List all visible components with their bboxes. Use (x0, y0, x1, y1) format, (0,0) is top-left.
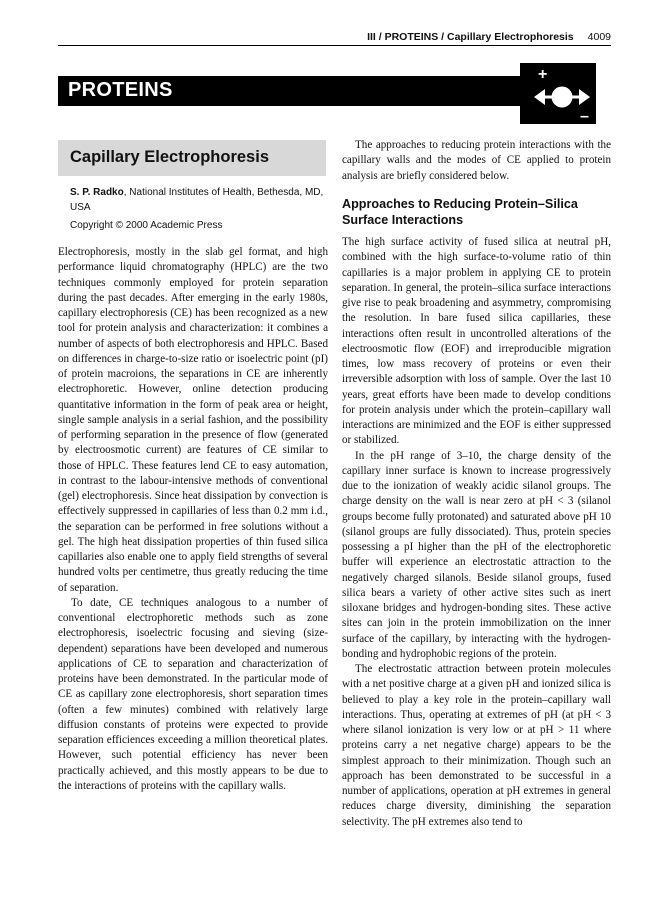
logo-minus: – (580, 108, 589, 124)
banner-title: PROTEINS (68, 79, 173, 101)
copyright: Copyright © 2000 Academic Press (70, 220, 223, 231)
author-affiliation: , National Institutes of Health, Bethesda, MD, USA (70, 187, 324, 213)
right-column (342, 235, 611, 830)
article-title: Capillary Electrophoresis (70, 148, 269, 166)
electrophoresis-logo-icon (520, 63, 596, 124)
author-name: S. P. Radko (70, 187, 124, 198)
running-head (58, 31, 611, 43)
paragraph: The electrostatic attraction between protein molecules with a net positive charge at a given pH and ionized silica is believed to play a key role in the protein–capillary wall interactions. Thus, operating at extremes of pH (at pH < 3 where silanol ionization is very low or at pH > 11 where proteins carry a net negative charge) appears to be the simplest approach to their minimization. Though such an approach has been demonstrated to be successful in a number of applications, operation at pH extremes in general reduces charge diversity, diminishing the separation selectivity. The pH extremes also tend to (342, 663, 611, 828)
paragraph: Electrophoresis, mostly in the slab gel format, and high performance liquid chromatography (HPLC) are the two techniques commonly employed for protein separation during the past decades. After emerging in the early 1980s, capillary electrophoresis (CE) has been recognized as a new tool for protein analysis and characterization: it combines a number of aspects of both electrophoresis and HPLC. Based on differences in charge-to-size ratio or isoelectric point (pI) of protein macroions, the separations in CE are inherently electrophoretic. However, online detection producing quantitative information in the form of peak area or height, single sample analysis in a serial fashion, and the possibility of performing separation in the presence of flow (generated by electroosmotic current) are features of CE similar to those of HPLC. These features lend CE to easy automation, in contrast to the labour-intensive methods of conventional (gel) electrophoresis. Since heat dissipation by convection is effectively suppressed in capillaries of less than 0.2 mm i.d., the separation can be performed in free solutions without a gel. The high heat dissipation properties of thin fused silica capillaries also enable one to apply field strengths of several hundred volts per centimetre, thus greatly reducing the time of separation. (58, 246, 328, 594)
logo-plus: + (538, 66, 548, 83)
paragraph: To date, CE techniques analogous to a number of conventional electrophoretic methods such as zone electrophoresis, isoelectric focusing and sieving (size-dependent) separations have been developed and numerous applications of CE to separation and characterization of proteins have been demonstrated. In the particular mode of CE as capillary zone electrophoresis, short separation times (often a few minutes) combined with relatively large diffusion constants of proteins were expected to provide separation efficiences exceeding a million theoretical plates. However, such potential efficiency has never been practically achieved, and this mostly appears to be due to the interactions of proteins with the capillary walls. (58, 596, 328, 792)
page-number: 4009 (587, 31, 611, 43)
paragraph: The high surface activity of fused silica at neutral pH, combined with the high surface-to-volume ratio of thin capillaries is a major problem in applying CE to protein separation. In general, the protein–silica surface interactions give rise to peak broadening and asymmetry, compromising the resolution. In bare fused silica capillaries, these interactions often result in uncontrolled alterations of the electroosmotic flow (EOF) and irreproducible migration times, low mass recovery of proteins or even their irreversible adsorption with loss of sample. Over the last 10 years, great efforts have been made to develop conditions for protein analysis under which the protein–capillary wall interactions are minimized and the EOF is either suppressed or stabilized. (342, 236, 611, 447)
left-column (58, 245, 328, 794)
section-heading: Approaches to Reducing Protein–Silica Surface Interactions (342, 197, 578, 227)
right-column-intro (342, 138, 611, 184)
author-block (70, 185, 332, 215)
section-banner (58, 76, 528, 106)
paragraph: The approaches to reducing protein interactions with the capillary walls and the modes of CE applied to protein analysis are briefly considered below. (342, 139, 611, 182)
article-title-box (58, 140, 326, 176)
logo-graphic (520, 63, 596, 124)
paragraph: In the pH range of 3–10, the charge density of the capillary inner surface is known to increase progressively due to the ionization of weakly acidic silanol groups. The charge density on the wall is near zero at pH < 3 (silanol groups become fully protonated) and saturated above pH 10 (silanol groups are fully dissociated). Thus, protein species possessing a pI higher than the pH of the electrophoretic buffer will experience an electrostatic attraction to the negatively charged silanols. Beside silanol groups, fused silica bears a variety of other active sites such as inert siloxane bridges and hydrogen-bonding sites. These active sites can join in the protein immobilization on the inner surface of the capillary, by interacting with the hydrogen-bonding and hydrophobic regions of the protein. (342, 449, 611, 660)
running-head-text: III / PROTEINS / Capillary Electrophoresis (367, 31, 574, 43)
header-rule (58, 45, 611, 46)
